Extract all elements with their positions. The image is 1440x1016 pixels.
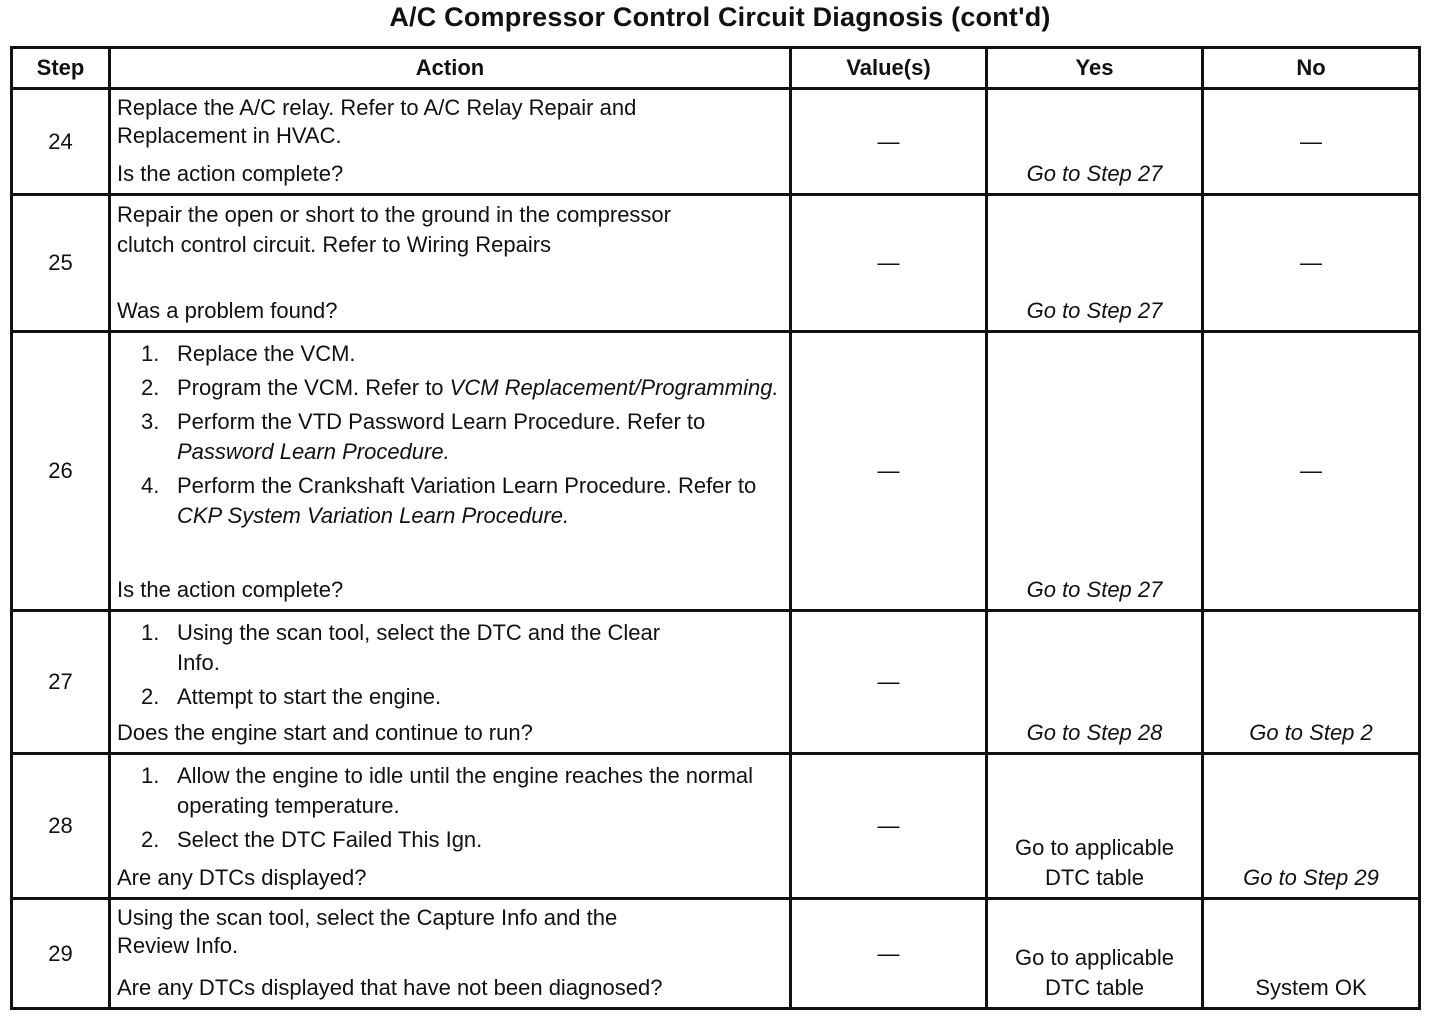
action-cell — [110, 754, 791, 899]
yes-cell — [987, 899, 1203, 1009]
yes-result: Go to Step 28 — [1026, 720, 1163, 745]
no-cell — [1203, 899, 1420, 1009]
yes-result: Go to Step 27 — [1026, 577, 1163, 602]
action-question: Is the action complete? — [117, 161, 344, 186]
reference-link: CKP System Variation Learn Procedure — [177, 503, 563, 528]
no-result: System OK — [1255, 975, 1367, 1000]
reference-link: Password Learn Procedure — [177, 439, 444, 464]
action-cell — [110, 899, 791, 1009]
action-line: clutch control circuit. Refer to Wiring Repairs — [117, 232, 552, 257]
step-number: 28 — [12, 754, 110, 899]
action-question: Are any DTCs displayed that have not been diagnosed? — [117, 975, 663, 1000]
action-cell — [110, 195, 791, 332]
step-number: 24 — [12, 89, 110, 195]
yes-cell — [987, 195, 1203, 332]
header-action: Action — [110, 48, 791, 89]
value-cell: — — [791, 611, 987, 754]
yes-result: Go to Step 27 — [1026, 161, 1163, 186]
step-number: 25 — [12, 195, 110, 332]
step-number: 29 — [12, 899, 110, 1009]
header-step: Step — [12, 48, 110, 89]
yes-cell — [987, 332, 1203, 611]
no-result: Go to Step 29 — [1243, 865, 1379, 890]
table-row — [12, 899, 1420, 1009]
table-row — [12, 195, 1420, 332]
no-cell: — — [1203, 332, 1420, 611]
action-cell — [110, 611, 791, 754]
reference-link: VCM Replacement/Programming — [449, 375, 773, 400]
no-cell: — — [1203, 195, 1420, 332]
diagnosis-table — [10, 46, 1421, 1010]
value-cell: — — [791, 899, 987, 1009]
no-result: Go to Step 2 — [1249, 720, 1373, 745]
value-cell: — — [791, 89, 987, 195]
page-title: A/C Compressor Control Circuit Diagnosis (cont'd) — [389, 2, 1051, 32]
action-line: Review Info. — [117, 933, 239, 958]
list-item: 4. Perform the Crankshaft Variation Learn Procedure. Refer to CKP System Variation Learn Procedure. — [141, 473, 757, 528]
no-cell: — — [1203, 89, 1420, 195]
header-no: No — [1203, 48, 1420, 89]
table-row — [12, 332, 1420, 611]
table-row — [12, 89, 1420, 195]
action-cell — [110, 89, 791, 195]
value-cell: — — [791, 195, 987, 332]
yes-cell — [987, 611, 1203, 754]
yes-result: Go to applicable DTC table — [1015, 945, 1174, 1000]
action-question: Was a problem found? — [117, 298, 338, 323]
table-row — [12, 754, 1420, 899]
header-row — [12, 48, 1420, 89]
action-question: Does the engine start and continue to run? — [117, 720, 533, 745]
yes-cell — [987, 754, 1203, 899]
list-item: 3. Perform the VTD Password Learn Procedure. Refer to Password Learn Procedure. — [141, 409, 706, 464]
no-cell — [1203, 611, 1420, 754]
action-question: Are any DTCs displayed? — [117, 865, 367, 890]
action-line: Using the scan tool, select the Capture Info and the — [117, 905, 618, 930]
header-yes: Yes — [987, 48, 1203, 89]
value-cell: — — [791, 754, 987, 899]
list-item: 2. Select the DTC Failed This Ign. — [141, 827, 483, 852]
list-item: 2. Attempt to start the engine. — [141, 684, 442, 709]
action-line: Repair the open or short to the ground in the compressor — [117, 202, 671, 227]
action-line: Replace the A/C relay. Refer to A/C Relay Repair and — [117, 95, 637, 120]
yes-cell — [987, 89, 1203, 195]
no-cell — [1203, 754, 1420, 899]
step-number: 26 — [12, 332, 110, 611]
yes-result: Go to applicable DTC table — [1015, 835, 1174, 890]
action-question: Is the action complete? — [117, 577, 344, 602]
step-number: 27 — [12, 611, 110, 754]
yes-result: Go to Step 27 — [1026, 298, 1163, 323]
action-cell — [110, 332, 791, 611]
list-item: 1. Replace the VCM. — [141, 341, 356, 366]
value-cell: — — [791, 332, 987, 611]
list-item: 1. Using the scan tool, select the DTC and the Clear Info. — [141, 620, 661, 675]
header-values: Value(s) — [791, 48, 987, 89]
table-row — [12, 611, 1420, 754]
action-line: Replacement in HVAC. — [117, 123, 342, 148]
list-item: 2. Program the VCM. Refer to VCM Replacement/Programming. — [141, 375, 779, 400]
list-item: 1. Allow the engine to idle until the engine reaches the normal operating temperature. — [141, 763, 754, 818]
